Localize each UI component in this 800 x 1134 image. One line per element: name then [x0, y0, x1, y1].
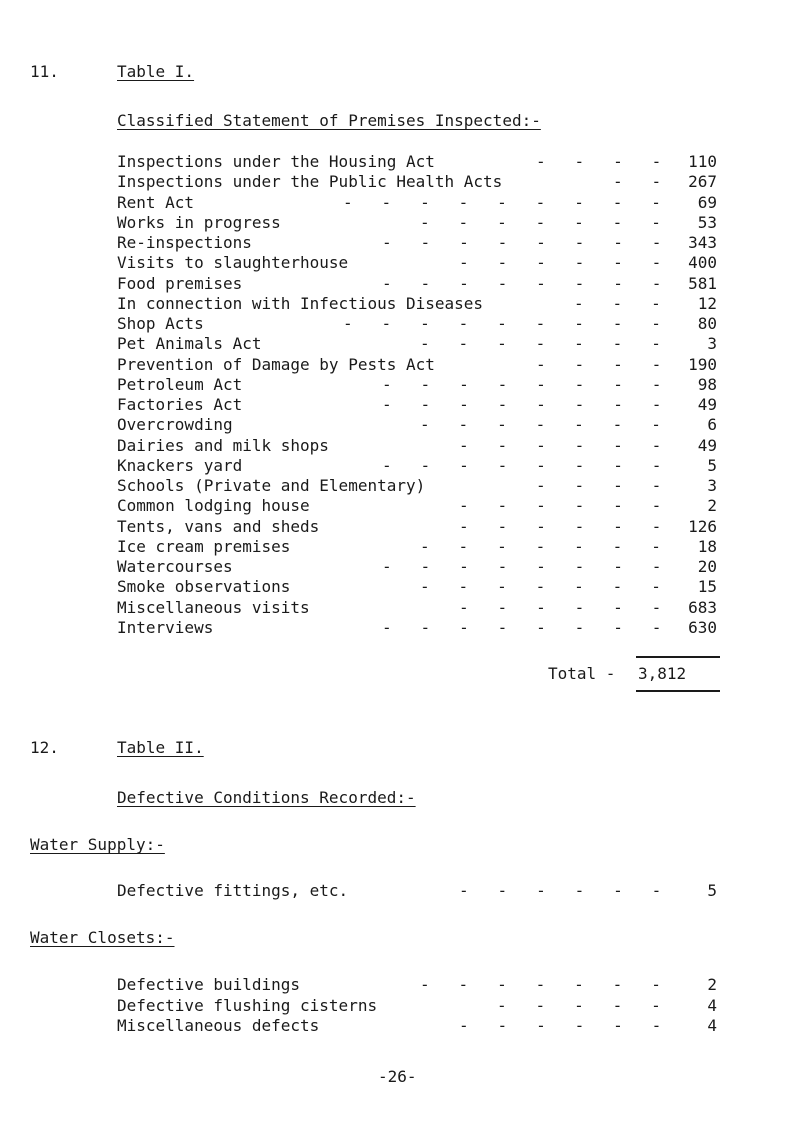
row-label: Inspections under the Public Health Acts [117, 172, 503, 192]
section-12-subheading: Defective Conditions Recorded:- [117, 788, 416, 807]
row-label: Food premises [117, 273, 243, 293]
row-leader: - - - - - - - - [382, 374, 662, 394]
row-value: 190 [688, 354, 717, 374]
list-item [117, 975, 717, 997]
row-value: 6 [707, 415, 717, 435]
section-11-heading: Table I. [117, 62, 195, 81]
row-label: Tents, vans and sheds [117, 516, 320, 536]
section-11-subheading: Classified Statement of Premises Inspected:- [117, 111, 541, 130]
row-leader: - - - - - - [459, 516, 662, 536]
list-item [117, 395, 717, 417]
row-value: 98 [697, 374, 717, 394]
row-label: Factories Act [117, 395, 243, 414]
row-value: 49 [697, 435, 717, 455]
list-item [117, 355, 717, 377]
section-12-number: 12. [30, 738, 59, 757]
list-item [117, 618, 717, 640]
list-item [117, 496, 717, 518]
row-leader: - - - - - - - - [382, 557, 662, 576]
row-label: Overcrowding [117, 415, 233, 435]
row-leader: - - - - - - - [420, 577, 661, 597]
row-label: Common lodging house [117, 496, 310, 516]
row-label: Re-inspections [117, 233, 252, 252]
list-item [117, 1016, 717, 1038]
row-label: Petroleum Act [117, 374, 243, 394]
section-12-heading: Table II. [117, 738, 204, 757]
row-value: 20 [697, 557, 717, 576]
row-value: 4 [707, 995, 717, 1015]
row-value: 683 [688, 597, 717, 617]
row-value: 2 [707, 975, 717, 994]
list-item [117, 456, 717, 478]
row-value: 80 [697, 314, 717, 333]
list-item [117, 577, 717, 599]
row-value: 5 [707, 881, 717, 900]
row-leader: - - - - - - [459, 253, 662, 273]
row-leader: - - - - [536, 152, 662, 171]
row-leader: - - - - - - - - - [343, 192, 661, 212]
row-leader: - - [613, 172, 662, 192]
total-label: Total - [548, 664, 616, 683]
row-value: 49 [697, 395, 717, 414]
row-value: 400 [688, 253, 717, 273]
list-item [117, 415, 717, 437]
list-item [117, 314, 717, 336]
row-leader: - - - - [536, 354, 662, 374]
row-value: 4 [707, 1016, 717, 1035]
row-value: 126 [688, 516, 717, 536]
row-leader: - - - - - - [459, 435, 662, 455]
row-label: Miscellaneous defects [117, 1016, 320, 1035]
row-value: 69 [697, 192, 717, 212]
row-label: Shop Acts [117, 314, 204, 333]
row-label: Interviews [117, 617, 214, 637]
row-leader: - - - - - - - - [382, 395, 662, 414]
row-leader: - - - - - - [459, 1016, 662, 1035]
row-value: 630 [688, 617, 717, 637]
list-item [117, 334, 717, 356]
row-leader: - - - - - - - [420, 975, 661, 994]
row-leader: - - - - - - - [420, 212, 661, 232]
row-value: 110 [688, 152, 717, 171]
list-item [117, 253, 717, 275]
list-item [117, 996, 717, 1018]
row-label: Watercourses [117, 557, 233, 576]
total-rule-top [636, 656, 720, 658]
row-label: Defective fittings, etc. [117, 881, 349, 900]
row-label: Works in progress [117, 212, 281, 232]
row-label: Rent Act [117, 192, 195, 212]
row-label: Prevention of Damage by Pests Act [117, 354, 435, 374]
row-label: Defective flushing cisterns [117, 995, 378, 1015]
list-item [117, 375, 717, 397]
row-leader: - - - - - - - [420, 536, 661, 556]
row-leader: - - - - - - - - [382, 617, 662, 637]
row-leader: - - - - - - - [420, 415, 661, 435]
row-value: 18 [697, 536, 717, 556]
row-label: Defective buildings [117, 975, 301, 994]
list-item [117, 598, 717, 620]
row-label: Pet Animals Act [117, 334, 262, 354]
list-item [117, 172, 717, 194]
water-closets-heading: Water Closets:- [30, 928, 175, 947]
page-number: -26- [378, 1067, 417, 1086]
row-leader: - - - - [536, 476, 662, 495]
row-label: Dairies and milk shops [117, 435, 329, 455]
list-item [117, 233, 717, 255]
row-value: 12 [697, 293, 717, 313]
row-label: Inspections under the Housing Act [117, 152, 435, 171]
row-leader: - - - - - - - - - [343, 314, 661, 333]
row-leader: - - - - - - [459, 881, 662, 900]
list-item [117, 517, 717, 539]
row-label: In connection with Infectious Diseases [117, 293, 484, 313]
row-value: 3 [707, 334, 717, 354]
list-item [117, 213, 717, 235]
row-leader: - - - - - - [459, 597, 662, 617]
row-leader: - - - - - [497, 995, 661, 1015]
row-label: Visits to slaughterhouse [117, 253, 349, 273]
list-item [117, 476, 717, 498]
list-item [117, 436, 717, 458]
list-item [117, 294, 717, 316]
list-item [117, 193, 717, 215]
list-item [117, 152, 717, 174]
list-item [117, 557, 717, 579]
row-label: Smoke observations [117, 577, 291, 597]
row-leader: - - - - - - - - [382, 273, 662, 293]
row-value: 15 [697, 577, 717, 597]
row-leader: - - - - - - - [420, 334, 661, 354]
list-item [117, 881, 717, 903]
row-value: 581 [688, 273, 717, 293]
row-value: 5 [707, 455, 717, 475]
row-label: Knackers yard [117, 455, 243, 475]
water-supply-heading: Water Supply:- [30, 835, 165, 854]
row-leader: - - - - - - - - [382, 455, 662, 475]
row-value: 2 [707, 496, 717, 516]
total-rule-bottom [636, 690, 720, 692]
row-value: 343 [688, 233, 717, 252]
list-item [117, 537, 717, 559]
row-label: Schools (Private and Elementary) [117, 476, 426, 495]
row-value: 53 [697, 212, 717, 232]
section-11-number: 11. [30, 62, 59, 81]
row-leader: - - - - - - - - [382, 233, 662, 252]
row-leader: - - - [574, 293, 661, 313]
total-value: 3,812 [638, 664, 687, 683]
row-leader: - - - - - - [459, 496, 662, 516]
row-value: 3 [707, 476, 717, 495]
row-value: 267 [688, 172, 717, 192]
row-label: Ice cream premises [117, 536, 291, 556]
row-label: Miscellaneous visits [117, 597, 310, 617]
list-item [117, 274, 717, 296]
